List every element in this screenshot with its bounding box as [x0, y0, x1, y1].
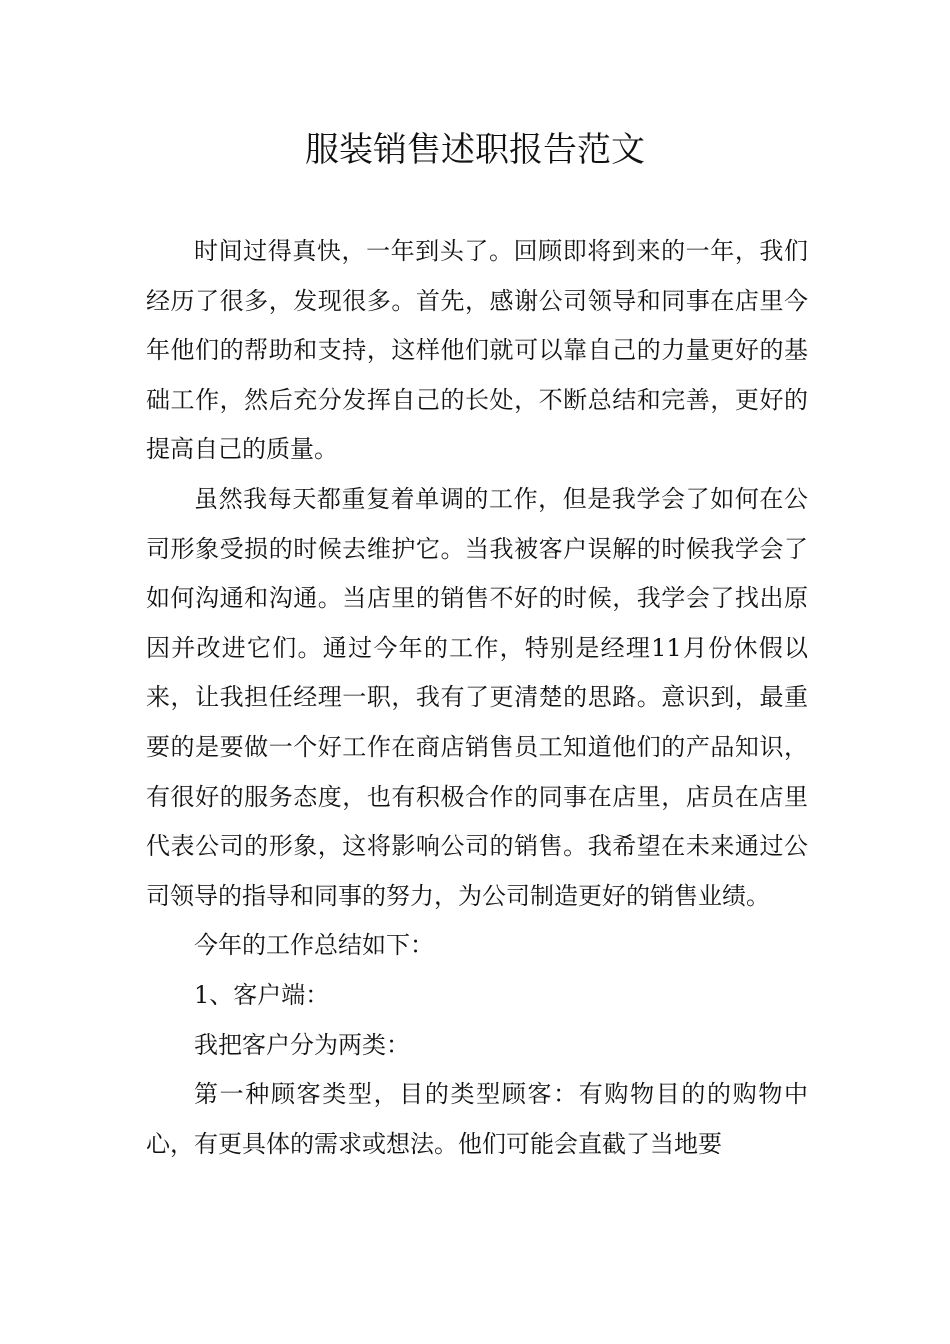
paragraph-summary-heading: 今年的工作总结如下： — [194, 931, 434, 960]
paragraph-first-client-type: 第一种顾客类型，目的类型顾客：有购物目的的购物中心，有更具体的需求或想法。他们可能会直截了当地要 — [146, 1080, 808, 1158]
paragraph-client-types: 我把客户分为两类： — [194, 1030, 410, 1059]
paragraph-intro: 时间过得真快，一年到头了。回顾即将到来的一年，我们经历了很多，发现很多。首先，感谢公司领导和同事在店里今年他们的帮助和支持，这样他们就可以靠自己的力量更好的基础工作，然后充分发挥自己的长处，不断总结和完善，更好的提高自己的质量。 — [146, 237, 808, 464]
paragraph-section-client: 1、客户端： — [194, 980, 330, 1009]
document-title: 服装销售述职报告范文 — [305, 130, 645, 170]
paragraph-work-experience: 虽然我每天都重复着单调的工作，但是我学会了如何在公司形象受损的时候去维护它。当我被客户误解的时候我学会了如何沟通和沟通。当店里的销售不好的时候，我学会了找出原因并改进它们。通过今年的工作，特别是经理11月份休假以来，让我担任经理一职，我有了更清楚的思路。意识到，最重要的是要做一个好工作在商店销售员工知道他们的产品知识，有很好的服务态度，也有积极合作的同事在店里，店员在店里代表公司的形象，这将影响公司的销售。我希望在未来通过公司领导的指导和同事的努力，为公司制造更好的销售业绩。 — [146, 484, 808, 910]
document-body — [146, 227, 808, 1169]
